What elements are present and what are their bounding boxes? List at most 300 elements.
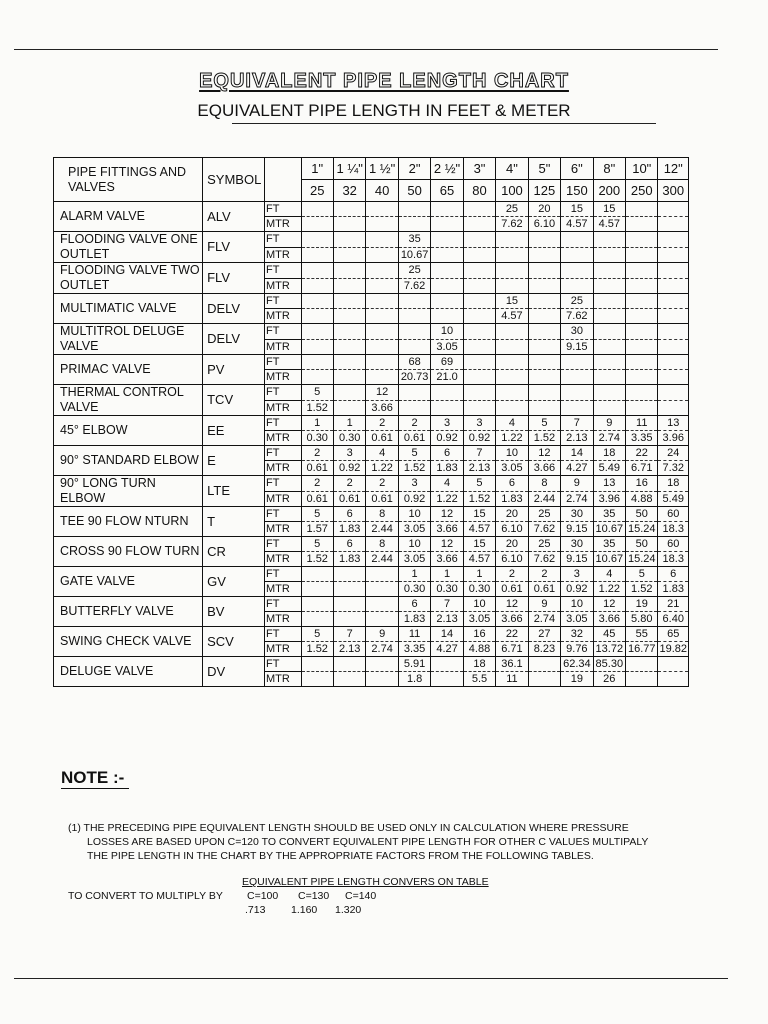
value-mtr	[301, 370, 333, 385]
unit-ft: FT	[264, 537, 301, 552]
value-mtr: 7.62	[496, 217, 528, 232]
header-size-inch: 1"	[301, 158, 333, 180]
value-ft	[333, 385, 365, 401]
value-mtr: 3.05	[431, 339, 463, 355]
value-mtr	[626, 217, 658, 232]
value-ft	[528, 324, 560, 340]
note-line-3: THE PIPE LENGTH IN THE CHART BY THE APPROPRIATE FACTORS FROM THE FOLLOWING TABLES.	[87, 850, 594, 862]
value-mtr	[398, 217, 430, 232]
value-mtr	[366, 309, 398, 324]
value-mtr: 4.57	[496, 309, 528, 324]
value-ft: 5	[301, 385, 333, 401]
value-ft	[561, 355, 593, 370]
header-unit-blank	[264, 158, 301, 202]
value-ft	[463, 324, 495, 340]
value-mtr: 1.22	[366, 461, 398, 476]
value-ft: 12	[431, 507, 463, 522]
value-mtr	[333, 217, 365, 232]
value-ft: 2	[333, 476, 365, 492]
value-ft: 25	[496, 202, 528, 217]
fitting-symbol: FLV	[203, 232, 265, 263]
table-row-ft	[54, 324, 689, 340]
fitting-name: ALARM VALVE	[54, 202, 203, 232]
value-mtr	[431, 400, 463, 416]
fitting-name: THERMAL CONTROL VALVE	[54, 385, 203, 416]
value-mtr	[333, 339, 365, 355]
value-ft: 9	[561, 476, 593, 492]
unit-mtr: MTR	[264, 278, 301, 294]
value-ft	[301, 597, 333, 612]
value-ft: 69	[431, 355, 463, 370]
value-ft: 3	[398, 476, 430, 492]
unit-ft: FT	[264, 263, 301, 279]
conversion-label: TO CONVERT TO MULTIPLY BY	[68, 890, 223, 902]
value-ft	[463, 294, 495, 309]
value-mtr	[333, 612, 365, 627]
unit-mtr: MTR	[264, 491, 301, 507]
fitting-symbol: CR	[203, 537, 265, 567]
value-mtr	[626, 339, 658, 355]
value-ft	[626, 263, 658, 279]
value-mtr	[333, 309, 365, 324]
value-ft: 9	[528, 597, 560, 612]
value-ft: 14	[431, 627, 463, 642]
value-mtr	[431, 672, 463, 687]
value-mtr	[301, 217, 333, 232]
fitting-symbol: GV	[203, 567, 265, 597]
value-mtr: 1.52	[626, 582, 658, 597]
value-ft: 35	[593, 507, 625, 522]
header-row-inch	[54, 158, 689, 180]
unit-ft: FT	[264, 657, 301, 672]
value-ft: 60	[658, 537, 689, 552]
unit-ft: FT	[264, 416, 301, 431]
subtitle-underline	[232, 123, 656, 124]
value-mtr: 3.66	[431, 552, 463, 567]
value-ft: 7	[561, 416, 593, 431]
value-mtr: 26	[593, 672, 625, 687]
value-mtr: 7.62	[561, 309, 593, 324]
value-ft: 30	[561, 324, 593, 340]
value-mtr: 9.76	[561, 642, 593, 657]
value-mtr	[658, 400, 689, 416]
value-ft	[366, 294, 398, 309]
value-mtr	[366, 217, 398, 232]
fitting-symbol: T	[203, 507, 265, 537]
value-mtr	[333, 278, 365, 294]
value-mtr	[658, 672, 689, 687]
value-mtr: 4.57	[463, 522, 495, 537]
value-mtr: 1.83	[658, 582, 689, 597]
value-mtr: 7.32	[658, 461, 689, 476]
value-ft	[626, 657, 658, 672]
value-ft: 1	[301, 416, 333, 431]
note-line-2: LOSSES ARE BASED UPON C=120 TO CONVERT EQUIVALENT PIPE LENGTH FOR OTHER C VALUES MULTIPALY	[87, 836, 649, 848]
value-mtr	[561, 400, 593, 416]
value-ft: 15	[593, 202, 625, 217]
value-mtr	[333, 370, 365, 385]
table-row-ft	[54, 416, 689, 431]
value-ft: 5	[398, 446, 430, 461]
fitting-symbol: E	[203, 446, 265, 476]
value-mtr	[593, 309, 625, 324]
value-mtr	[463, 309, 495, 324]
header-size-inch: 8"	[593, 158, 625, 180]
value-ft	[593, 355, 625, 370]
value-ft: 35	[593, 537, 625, 552]
value-mtr	[431, 278, 463, 294]
value-ft	[496, 385, 528, 401]
value-ft	[658, 657, 689, 672]
value-mtr	[496, 278, 528, 294]
value-mtr	[301, 247, 333, 263]
value-mtr	[528, 672, 560, 687]
value-mtr: 2.44	[366, 552, 398, 567]
unit-mtr: MTR	[264, 247, 301, 263]
value-mtr: 6.10	[496, 522, 528, 537]
note-heading: NOTE :-	[61, 768, 125, 787]
value-ft	[463, 232, 495, 248]
value-mtr: 1.52	[463, 491, 495, 507]
fitting-name: 90° STANDARD ELBOW	[54, 446, 203, 476]
value-mtr: 1.22	[431, 491, 463, 507]
value-ft	[658, 232, 689, 248]
value-ft	[658, 202, 689, 217]
value-mtr	[593, 278, 625, 294]
value-ft: 5	[301, 537, 333, 552]
value-mtr: 1.52	[301, 552, 333, 567]
value-mtr: 0.92	[333, 461, 365, 476]
unit-mtr: MTR	[264, 552, 301, 567]
value-ft	[658, 263, 689, 279]
value-ft: 18	[593, 446, 625, 461]
value-ft: 65	[658, 627, 689, 642]
value-ft	[431, 385, 463, 401]
value-ft: 18	[658, 476, 689, 492]
unit-ft: FT	[264, 627, 301, 642]
value-mtr: 10.67	[593, 552, 625, 567]
value-mtr	[366, 612, 398, 627]
value-mtr	[398, 400, 430, 416]
value-mtr: 0.30	[463, 582, 495, 597]
value-ft	[301, 232, 333, 248]
value-ft: 5	[626, 567, 658, 582]
value-ft	[431, 232, 463, 248]
header-size-inch: 1 ¼"	[333, 158, 365, 180]
fitting-name: PRIMAC VALVE	[54, 355, 203, 385]
value-mtr: 7.62	[528, 522, 560, 537]
value-mtr: 2.44	[366, 522, 398, 537]
value-mtr: 2.74	[528, 612, 560, 627]
value-mtr	[301, 278, 333, 294]
value-ft: 32	[561, 627, 593, 642]
header-size-mm: 25	[301, 180, 333, 202]
value-ft: 3	[561, 567, 593, 582]
value-ft	[366, 567, 398, 582]
value-mtr: 6.10	[496, 552, 528, 567]
fitting-symbol: ALV	[203, 202, 265, 232]
value-ft: 68	[398, 355, 430, 370]
value-mtr	[593, 400, 625, 416]
header-size-mm: 100	[496, 180, 528, 202]
value-mtr: 1.52	[528, 431, 560, 446]
value-ft	[463, 202, 495, 217]
unit-mtr: MTR	[264, 431, 301, 446]
value-ft: 10	[496, 446, 528, 461]
value-ft: 50	[626, 507, 658, 522]
unit-mtr: MTR	[264, 522, 301, 537]
value-ft: 22	[496, 627, 528, 642]
value-ft	[398, 294, 430, 309]
value-mtr: 3.05	[496, 461, 528, 476]
value-mtr	[463, 339, 495, 355]
fitting-name: BUTTERFLY VALVE	[54, 597, 203, 627]
note-underline	[61, 788, 129, 789]
fitting-name: FLOODING VALVE TWO OUTLET	[54, 263, 203, 294]
value-ft	[561, 263, 593, 279]
value-ft	[561, 232, 593, 248]
value-mtr: 19	[561, 672, 593, 687]
value-mtr: 1.83	[333, 552, 365, 567]
value-mtr: 15.24	[626, 552, 658, 567]
value-mtr	[463, 247, 495, 263]
value-ft: 15	[561, 202, 593, 217]
value-ft	[528, 657, 560, 672]
value-ft	[626, 294, 658, 309]
value-ft	[626, 355, 658, 370]
chart-subtitle: EQUIVALENT PIPE LENGTH IN FEET & METER	[197, 101, 571, 120]
value-ft: 2	[366, 476, 398, 492]
value-ft: 9	[593, 416, 625, 431]
fitting-symbol: FLV	[203, 263, 265, 294]
value-mtr: 20.73	[398, 370, 430, 385]
unit-ft: FT	[264, 202, 301, 217]
value-mtr	[528, 278, 560, 294]
value-mtr	[398, 339, 430, 355]
header-size-inch: 12"	[658, 158, 689, 180]
unit-mtr: MTR	[264, 582, 301, 597]
value-mtr: 3.66	[366, 400, 398, 416]
value-mtr	[301, 582, 333, 597]
value-mtr: 0.61	[301, 461, 333, 476]
value-ft: 10	[398, 507, 430, 522]
value-ft: 25	[398, 263, 430, 279]
fitting-name: CROSS 90 FLOW TURN	[54, 537, 203, 567]
value-mtr: 18.3	[658, 522, 689, 537]
value-mtr: 1.52	[301, 400, 333, 416]
value-mtr	[561, 278, 593, 294]
unit-ft: FT	[264, 324, 301, 340]
value-ft: 2	[301, 446, 333, 461]
value-ft: 4	[593, 567, 625, 582]
header-symbol: SYMBOL	[203, 158, 265, 202]
value-ft: 6	[333, 537, 365, 552]
value-mtr	[398, 309, 430, 324]
value-mtr: 2.13	[561, 431, 593, 446]
value-ft: 21	[658, 597, 689, 612]
value-ft: 13	[593, 476, 625, 492]
value-mtr: 4.88	[626, 491, 658, 507]
value-mtr: 2.44	[528, 491, 560, 507]
value-ft: 1	[333, 416, 365, 431]
value-ft	[626, 385, 658, 401]
value-ft	[626, 324, 658, 340]
value-ft: 25	[561, 294, 593, 309]
value-mtr: 13.72	[593, 642, 625, 657]
value-mtr: 1.57	[301, 522, 333, 537]
value-ft: 1	[431, 567, 463, 582]
value-mtr	[626, 370, 658, 385]
unit-ft: FT	[264, 476, 301, 492]
value-mtr: 0.30	[333, 431, 365, 446]
fitting-symbol: SCV	[203, 627, 265, 657]
value-ft	[496, 324, 528, 340]
value-mtr: 10.67	[593, 522, 625, 537]
value-ft: 2	[528, 567, 560, 582]
value-ft	[333, 567, 365, 582]
value-mtr	[333, 582, 365, 597]
value-ft: 5	[301, 627, 333, 642]
unit-mtr: MTR	[264, 339, 301, 355]
value-ft	[301, 202, 333, 217]
value-ft	[333, 232, 365, 248]
value-ft	[301, 567, 333, 582]
header-size-inch: 10"	[626, 158, 658, 180]
value-mtr	[366, 278, 398, 294]
header-size-mm: 300	[658, 180, 689, 202]
header-size-mm: 250	[626, 180, 658, 202]
value-mtr: 4.57	[593, 217, 625, 232]
value-mtr: 11	[496, 672, 528, 687]
value-mtr: 3.96	[658, 431, 689, 446]
value-mtr	[463, 400, 495, 416]
value-ft: 8	[366, 537, 398, 552]
value-mtr: 0.92	[463, 431, 495, 446]
value-ft: 6	[658, 567, 689, 582]
value-ft: 4	[431, 476, 463, 492]
unit-ft: FT	[264, 355, 301, 370]
fitting-symbol: DELV	[203, 294, 265, 324]
value-mtr	[626, 400, 658, 416]
value-ft	[561, 385, 593, 401]
value-mtr: 6.40	[658, 612, 689, 627]
fitting-symbol: EE	[203, 416, 265, 446]
value-mtr: 0.30	[301, 431, 333, 446]
value-mtr: 19.82	[659, 643, 687, 655]
value-ft	[431, 657, 463, 672]
value-mtr: 0.61	[366, 491, 398, 507]
value-mtr: 0.92	[561, 582, 593, 597]
value-ft	[366, 232, 398, 248]
value-mtr	[301, 339, 333, 355]
bottom-rule	[14, 978, 728, 979]
value-mtr	[561, 247, 593, 263]
value-ft	[463, 263, 495, 279]
value-mtr	[593, 247, 625, 263]
header-fitting: PIPE FITTINGS AND VALVES	[54, 158, 203, 202]
value-ft	[301, 263, 333, 279]
value-ft	[626, 232, 658, 248]
value-ft	[658, 324, 689, 340]
value-ft: 5	[463, 476, 495, 492]
fitting-name: DELUGE VALVE	[54, 657, 203, 687]
value-ft: 10	[561, 597, 593, 612]
value-mtr	[463, 370, 495, 385]
value-mtr: 0.30	[431, 582, 463, 597]
value-ft: 2	[301, 476, 333, 492]
value-ft: 2	[398, 416, 430, 431]
value-mtr: 3.66	[593, 612, 625, 627]
value-mtr: 4.57	[463, 552, 495, 567]
fitting-symbol: DV	[203, 657, 265, 687]
table-row-ft	[54, 657, 689, 672]
value-mtr: 1.83	[496, 491, 528, 507]
unit-ft: FT	[264, 507, 301, 522]
value-mtr: 21.0	[431, 370, 463, 385]
value-ft: 13	[658, 416, 689, 431]
value-ft	[528, 263, 560, 279]
value-ft	[366, 355, 398, 370]
value-ft: 14	[561, 446, 593, 461]
value-mtr: 5.5	[463, 672, 495, 687]
table-row-ft	[54, 294, 689, 309]
conversion-column: C=130	[298, 890, 330, 902]
conversion-column: C=100	[247, 890, 279, 902]
table-row-ft	[54, 476, 689, 492]
value-mtr: 15.24	[626, 522, 658, 537]
value-mtr	[658, 247, 689, 263]
value-ft	[333, 597, 365, 612]
value-mtr: 1.83	[398, 612, 430, 627]
fitting-symbol: PV	[203, 355, 265, 385]
value-ft: 3	[463, 416, 495, 431]
value-mtr	[593, 370, 625, 385]
value-ft: 15	[496, 294, 528, 309]
value-ft	[333, 202, 365, 217]
value-mtr: 0.30	[398, 582, 430, 597]
header-size-mm: 50	[398, 180, 430, 202]
value-ft: 7	[431, 597, 463, 612]
value-mtr: 1.52	[398, 461, 430, 476]
value-ft	[593, 232, 625, 248]
value-ft	[431, 202, 463, 217]
unit-mtr: MTR	[264, 642, 301, 657]
fitting-symbol: DELV	[203, 324, 265, 355]
unit-ft: FT	[264, 385, 301, 401]
unit-ft: FT	[264, 446, 301, 461]
table-row-ft	[54, 355, 689, 370]
value-ft: 6	[496, 476, 528, 492]
value-mtr: 2.13	[431, 612, 463, 627]
value-ft: 30	[561, 537, 593, 552]
conversion-table-title: EQUIVALENT PIPE LENGTH CONVERS ON TABLE	[242, 876, 489, 888]
value-ft	[528, 232, 560, 248]
value-ft: 12	[593, 597, 625, 612]
value-ft	[496, 232, 528, 248]
value-mtr	[626, 672, 658, 687]
table-row-ft	[54, 567, 689, 582]
unit-mtr: MTR	[264, 217, 301, 232]
value-mtr: 1.22	[496, 431, 528, 446]
table-row-ft	[54, 507, 689, 522]
value-mtr: 3.35	[626, 431, 658, 446]
value-ft	[658, 294, 689, 309]
value-ft: 1	[463, 567, 495, 582]
value-ft: 5	[301, 507, 333, 522]
value-mtr: 0.92	[431, 431, 463, 446]
fitting-symbol: TCV	[203, 385, 265, 416]
value-mtr: 1.83	[431, 461, 463, 476]
